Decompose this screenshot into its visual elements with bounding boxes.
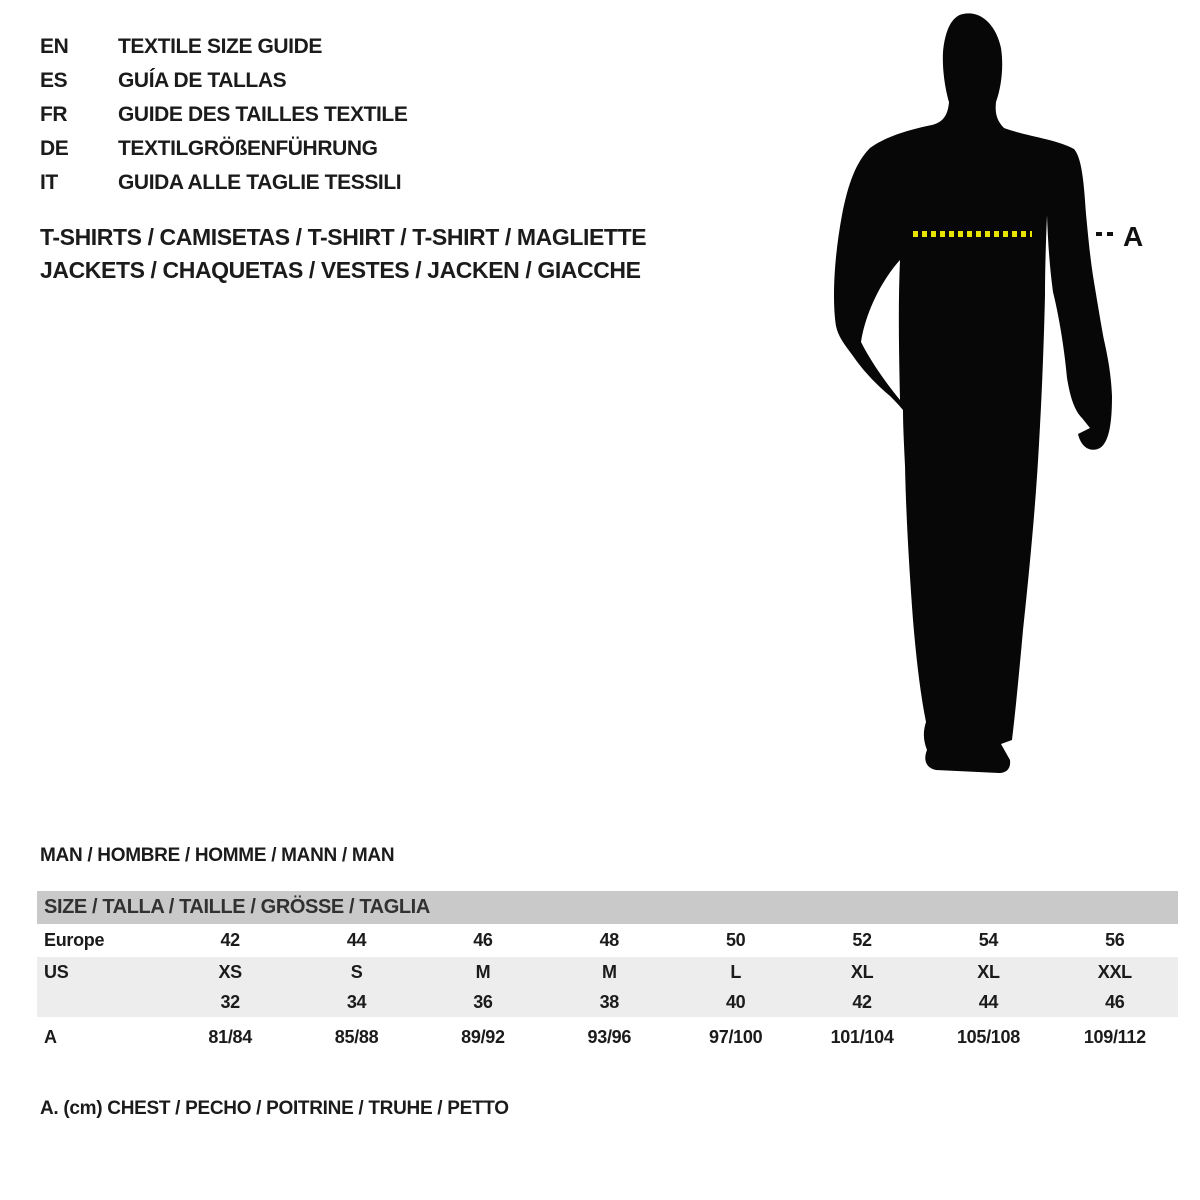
size-cell: XL — [850, 961, 874, 982]
size-table-header-label: SIZE / TALLA / TAILLE / GRÖSSE / TAGLIA — [44, 896, 430, 918]
row-label: Europe — [44, 930, 105, 950]
table-row-europe — [37, 924, 1178, 957]
man-silhouette-figure — [820, 0, 1200, 800]
measure-label-a: A — [1123, 221, 1144, 252]
size-cell: 44 — [978, 991, 999, 1012]
garment-categories — [40, 221, 646, 287]
size-cell: 36 — [473, 991, 493, 1012]
guide-title-de: TEXTILGRÖßENFÜHRUNG — [118, 137, 378, 160]
size-table — [37, 891, 1178, 1057]
size-cell: S — [350, 961, 363, 982]
row-label: US — [44, 961, 69, 982]
size-cell: M — [601, 961, 617, 982]
table-row-us — [37, 957, 1178, 987]
striped-rows-band — [37, 957, 1178, 1017]
language-row-it — [40, 166, 407, 200]
language-row-de — [40, 132, 407, 166]
size-cell: L — [730, 961, 742, 982]
size-cell: 105/108 — [956, 1026, 1020, 1047]
size-cell: XS — [218, 961, 242, 982]
size-cell: 42 — [852, 991, 872, 1012]
language-row-en — [40, 30, 407, 64]
man-silhouette — [834, 13, 1112, 773]
size-cell: 101/104 — [830, 1026, 894, 1047]
size-cell: M — [475, 961, 491, 982]
size-cell: 32 — [220, 991, 240, 1012]
category-line-tshirts: T-SHIRTS / CAMISETAS / T-SHIRT / T-SHIRT / MAGLIETTE — [40, 224, 647, 250]
table-row-chest-a — [37, 1017, 1178, 1057]
size-cell: 54 — [978, 930, 999, 950]
size-cell: 52 — [852, 930, 872, 950]
language-code: IT — [40, 171, 58, 194]
size-cell: 89/92 — [461, 1026, 505, 1047]
language-code: DE — [40, 137, 69, 160]
language-row-fr — [40, 98, 407, 132]
measurement-legend: A. (cm) CHEST / PECHO / POITRINE / TRUHE / PETTO — [40, 1098, 509, 1119]
language-code: ES — [40, 69, 68, 92]
guide-title-fr: GUIDE DES TAILLES TEXTILE — [118, 103, 408, 126]
measurement-figure — [820, 0, 1200, 800]
size-cell: 34 — [346, 991, 367, 1012]
guide-title-it: GUIDA ALLE TAGLIE TESSILI — [118, 171, 402, 194]
size-cell: 40 — [725, 991, 746, 1012]
language-code: EN — [40, 35, 69, 58]
guide-title-en: TEXTILE SIZE GUIDE — [118, 35, 322, 58]
size-cell: 56 — [1105, 930, 1125, 950]
size-cell: 42 — [220, 930, 240, 950]
size-cell: 46 — [1105, 991, 1125, 1012]
guide-title-es: GUÍA DE TALLAS — [118, 69, 287, 92]
size-cell: 109/112 — [1083, 1026, 1146, 1047]
size-cell: 93/96 — [587, 1026, 632, 1047]
size-cell: 44 — [346, 930, 367, 950]
table-row-numeric — [37, 987, 1178, 1017]
language-row-es — [40, 64, 407, 98]
size-cell: 50 — [725, 930, 746, 950]
size-cell: XXL — [1097, 961, 1132, 982]
size-cell: XL — [977, 961, 1000, 982]
size-cell: 48 — [599, 930, 620, 950]
category-line-jackets: JACKETS / CHAQUETAS / VESTES / JACKEN / GIACCHE — [40, 257, 641, 283]
size-cell: 85/88 — [334, 1026, 379, 1047]
size-cell: 81/84 — [208, 1026, 252, 1047]
size-cell: 46 — [473, 930, 493, 950]
size-cell: 97/100 — [709, 1026, 763, 1047]
size-cell: 38 — [599, 991, 620, 1012]
section-title-man: MAN / HOMBRE / HOMME / MANN / MAN — [40, 845, 395, 866]
language-title-list — [40, 30, 407, 200]
language-code: FR — [40, 103, 68, 126]
size-table-header — [37, 891, 1178, 924]
row-label: A — [44, 1026, 57, 1047]
